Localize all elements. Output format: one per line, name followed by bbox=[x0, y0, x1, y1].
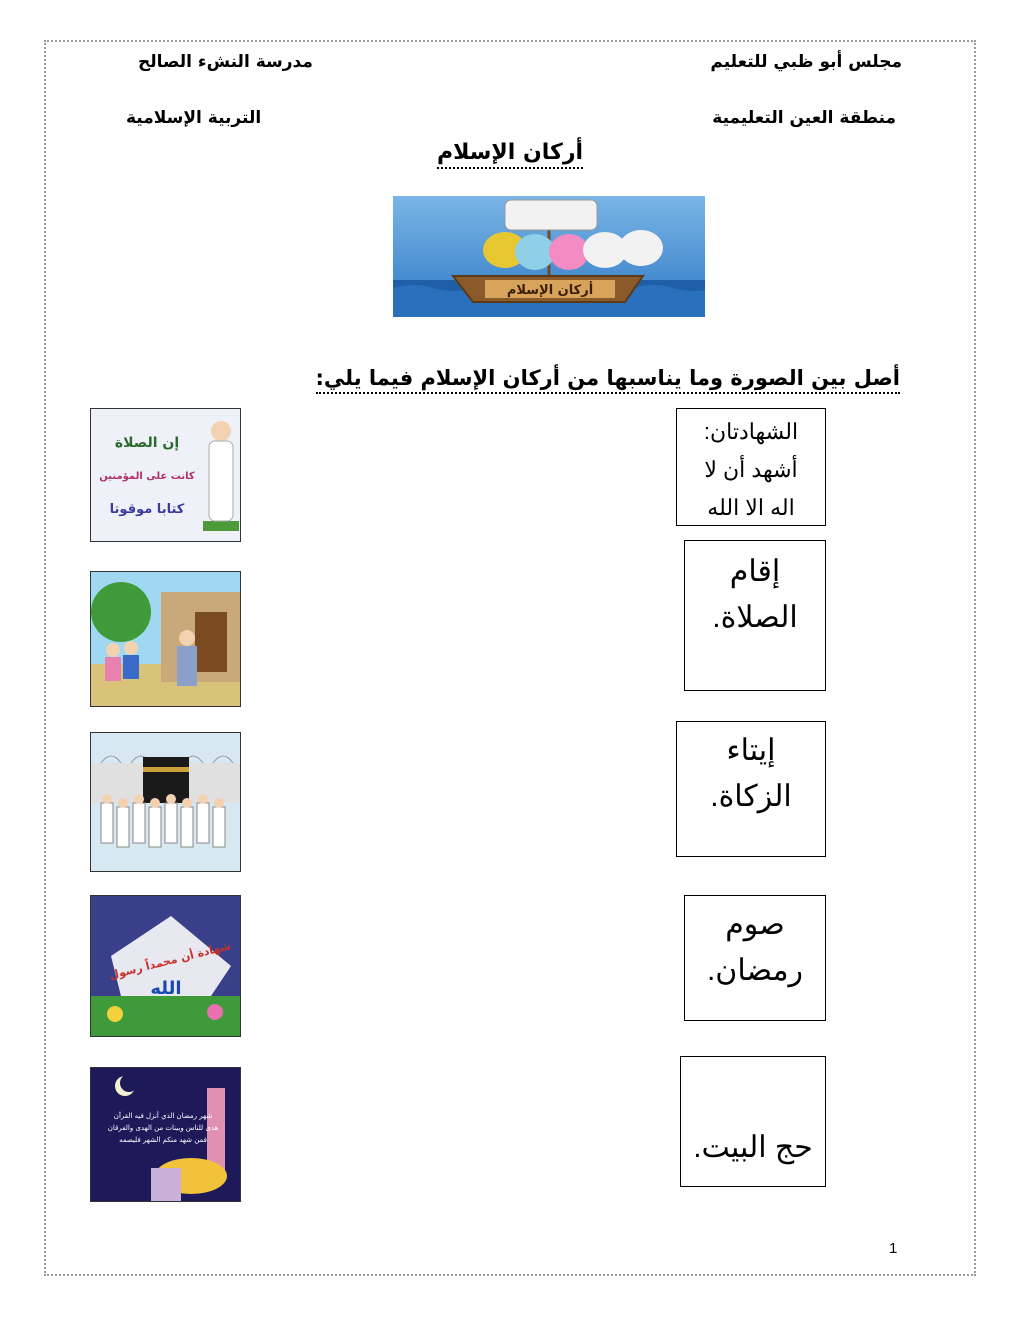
instruction: أصل بين الصورة وما يناسبها من أركان الإسلام فيما يلي: bbox=[316, 366, 901, 390]
svg-text:شهر رمضان الذي أنزل فيه القرآن: شهر رمضان الذي أنزل فيه القرآن bbox=[113, 1112, 213, 1120]
pillars-ship-banner bbox=[393, 196, 705, 317]
shahada-picture bbox=[90, 895, 241, 1037]
svg-text:كتابا موقوتا: كتابا موقوتا bbox=[109, 502, 185, 517]
subject-name: التربية الإسلامية bbox=[126, 108, 262, 128]
answer-box-zakat[interactable]: إيتاء الزكاة. bbox=[676, 721, 826, 857]
hajj-picture bbox=[90, 732, 241, 872]
svg-text:الله: الله bbox=[150, 978, 182, 999]
ramadan-picture bbox=[90, 1067, 241, 1202]
school-name: مدرسة النشء الصالح bbox=[138, 52, 313, 72]
page-title: أركان الإسلام bbox=[0, 140, 1020, 165]
svg-text:هدى للناس وبينات من الهدى والف: هدى للناس وبينات من الهدى والفرقان bbox=[107, 1124, 219, 1132]
zakat-picture bbox=[90, 571, 241, 707]
answer-box-hajj[interactable]: حج البيت. bbox=[680, 1056, 826, 1187]
svg-text:إن الصلاة: إن الصلاة bbox=[114, 435, 180, 451]
page-number: 1 bbox=[889, 1240, 898, 1257]
answer-box-shahadatan[interactable]: الشهادتان: أشهد أن لا اله الا الله bbox=[676, 408, 826, 526]
svg-text:كانت على المؤمنين: كانت على المؤمنين bbox=[99, 471, 195, 482]
council-name: مجلس أبو ظبي للتعليم bbox=[710, 52, 902, 72]
banner-ship-text: أركان الإسلام bbox=[506, 283, 594, 298]
svg-text:فمن شهد منكم الشهر فليصمه: فمن شهد منكم الشهر فليصمه bbox=[119, 1136, 207, 1144]
prayer-picture bbox=[90, 408, 241, 542]
zone-name: منطقة العين التعليمية bbox=[712, 108, 896, 128]
svg-text:شهادة أن محمداً رسول: شهادة أن محمداً رسول bbox=[108, 939, 233, 983]
answer-box-salah[interactable]: إقام الصلاة. bbox=[684, 540, 826, 691]
answer-box-sawm[interactable]: صوم رمضان. bbox=[684, 895, 826, 1021]
